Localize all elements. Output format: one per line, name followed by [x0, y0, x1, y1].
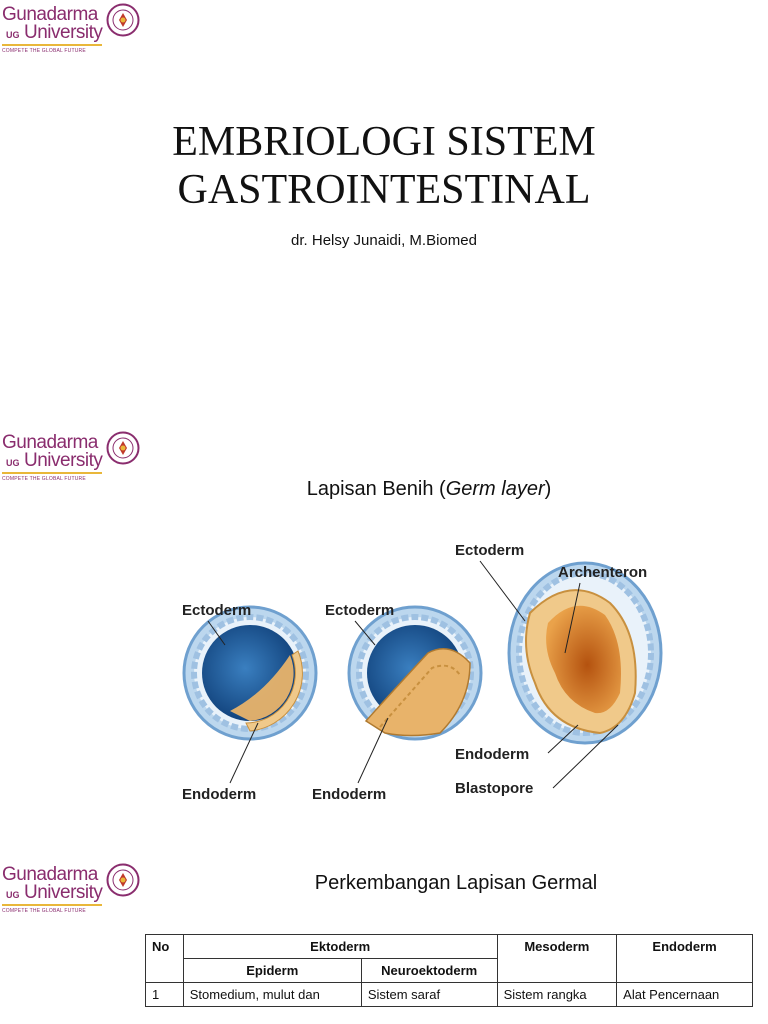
heading-main: Lapisan Benih (: [306, 478, 446, 500]
slide-heading: Perkembangan Lapisan Germal: [314, 872, 598, 894]
cell-neuroektoderm: Sistem saraf: [361, 983, 497, 1007]
university-seal-icon: [106, 3, 140, 37]
logo-name-line1: Gunadarma: [2, 432, 98, 453]
logo-ug: UG: [6, 890, 20, 900]
heading-end: ): [544, 478, 552, 500]
header-ektoderm: Ektoderm: [183, 935, 497, 959]
heading-italic: Germ layer: [445, 478, 545, 500]
author-name: dr. Helsy Junaidi, M.Biomed: [291, 232, 477, 249]
logo-underline: [2, 904, 102, 906]
early-gastrula-embryo: [349, 607, 481, 739]
university-logo: [0, 0, 145, 60]
logo-ug: UG: [6, 30, 20, 40]
logo-name-line1: Gunadarma: [2, 864, 98, 885]
slide-heading: [45, 478, 768, 501]
cell-epiderm: Stomedium, mulut dan: [183, 983, 361, 1007]
label-endoderm-3: Endoderm: [455, 746, 530, 763]
germ-layer-table: [145, 934, 753, 1007]
label-ectoderm-1: Ectoderm: [182, 602, 252, 619]
cell-mesoderm: Sistem rangka: [497, 983, 617, 1007]
table-header-row: [146, 935, 753, 959]
germ-layer-diagram: [170, 533, 690, 813]
logo-name-line2: University: [24, 450, 103, 471]
logo-underline: [2, 472, 102, 474]
slide-germ-layer: [0, 428, 768, 828]
slide-title: [0, 0, 768, 400]
presentation-title: [0, 118, 768, 214]
logo-tagline: COMPETE THE GLOBAL FUTURE: [2, 908, 86, 914]
header-epiderm: Epiderm: [183, 959, 361, 983]
university-seal-icon: [106, 431, 140, 465]
logo-underline: [2, 44, 102, 46]
table-row: [146, 983, 753, 1007]
logo-tagline: COMPETE THE GLOBAL FUTURE: [2, 476, 86, 482]
logo-ug: UG: [6, 458, 20, 468]
label-ectoderm-2: Ectoderm: [325, 602, 395, 619]
header-neuroektoderm: Neuroektoderm: [361, 959, 497, 983]
title-line-1: EMBRIOLOGI SISTEM: [172, 119, 596, 165]
cell-endoderm: Alat Pencernaan: [617, 983, 753, 1007]
label-endoderm-1: Endoderm: [182, 786, 257, 803]
leader-line: [480, 561, 525, 621]
cell-no: 1: [146, 983, 184, 1007]
label-endoderm-2: Endoderm: [312, 786, 387, 803]
blastula-embryo: [184, 607, 316, 739]
slide-germ-development: [0, 860, 768, 1024]
logo-name-line2: University: [24, 22, 103, 43]
label-blastopore: Blastopore: [455, 780, 534, 797]
logo-name-line1: Gunadarma: [2, 4, 98, 25]
header-mesoderm: Mesoderm: [497, 935, 617, 983]
late-gastrula-embryo: [509, 563, 661, 743]
header-endoderm: Endoderm: [617, 935, 753, 983]
logo-name-line2: University: [24, 882, 103, 903]
leader-line: [358, 718, 388, 783]
logo-tagline: COMPETE THE GLOBAL FUTURE: [2, 48, 86, 54]
header-no: No: [146, 935, 184, 983]
label-archenteron: Archenteron: [558, 564, 648, 581]
title-line-2: GASTROINTESTINAL: [177, 167, 591, 213]
label-ectoderm-3: Ectoderm: [455, 542, 525, 559]
